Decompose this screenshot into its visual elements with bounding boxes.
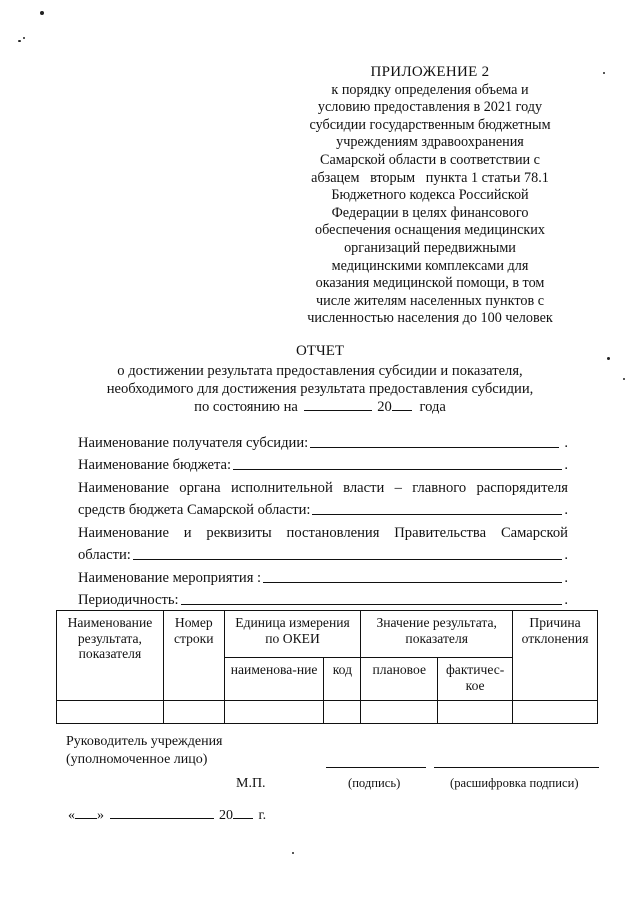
field-label: Периодичность: xyxy=(78,592,179,608)
word: Наименование xyxy=(78,479,169,496)
field-label: средств бюджета Самарской области: xyxy=(78,502,311,518)
header-unit-name: наименова-ние xyxy=(224,658,324,701)
header-unit-code: код xyxy=(324,658,361,701)
appendix-line: числе жителям населенных пунктов с xyxy=(316,292,544,309)
year-blank[interactable] xyxy=(392,398,412,411)
signatory-line: Руководитель учреждения xyxy=(66,734,223,749)
word: власти xyxy=(343,479,385,496)
date-year-suffix: г. xyxy=(258,808,267,823)
scan-speck xyxy=(623,378,625,380)
word: распорядителя xyxy=(476,479,568,496)
header-row-number: Номер строки xyxy=(163,611,224,701)
appendix-header xyxy=(295,64,565,328)
appendix-line: медицинскими комплексами для xyxy=(331,257,529,274)
field-end-dot: . xyxy=(564,547,568,563)
report-title: ОТЧЕТ xyxy=(295,343,345,359)
appendix-line: учреждениям здравоохранения xyxy=(336,134,524,151)
resolution-blank[interactable] xyxy=(133,559,563,560)
stamp-label: М.П. xyxy=(236,776,266,791)
appendix-line: организаций передвижными xyxy=(344,239,516,256)
table-cell[interactable] xyxy=(163,701,224,724)
report-line: о достижении результата предоставления субсидии и показателя, xyxy=(117,363,523,379)
header-planned: плановое xyxy=(361,658,438,701)
table-cell[interactable] xyxy=(324,701,361,724)
signatory-line: (уполномоченное лицо) xyxy=(66,752,208,767)
table-cell[interactable] xyxy=(513,701,598,724)
report-subtitle xyxy=(60,362,580,416)
appendix-line: численностью населения до 100 человек xyxy=(307,310,553,327)
report-date-prefix: по состоянию на xyxy=(194,399,298,415)
report-line: необходимого для достижения результата предоставления субсидии, xyxy=(106,381,534,397)
header-value: Значение результата, показателя xyxy=(361,611,513,658)
report-table xyxy=(56,610,598,724)
field-recipient xyxy=(78,429,568,452)
word: Наименование xyxy=(78,524,169,541)
appendix-line: к порядку определения объема и xyxy=(331,81,529,98)
report-fields xyxy=(78,429,568,609)
table-cell[interactable] xyxy=(438,701,513,724)
authority-blank[interactable] xyxy=(312,514,562,515)
day-blank[interactable] xyxy=(75,806,97,819)
appendix-line: условию предоставления в 2021 году xyxy=(317,99,543,116)
date-quote-close: » xyxy=(97,808,104,823)
date-line xyxy=(68,806,266,824)
signature-label: (подпись) xyxy=(348,776,401,790)
date-year-prefix: 20 xyxy=(219,808,233,823)
appendix-line: Федерации в целях финансового xyxy=(331,204,529,221)
scan-speck xyxy=(18,40,21,42)
scan-speck xyxy=(40,11,44,15)
word: исполнительной xyxy=(230,479,333,496)
report-year-suffix: года xyxy=(419,399,446,415)
date-blank[interactable] xyxy=(304,398,372,411)
word: Самарской xyxy=(500,524,568,541)
table-header-row xyxy=(57,611,598,658)
date-year-blank[interactable] xyxy=(233,806,253,819)
event-blank[interactable] xyxy=(263,582,562,583)
word: главного xyxy=(412,479,467,496)
signature-decode-blank[interactable] xyxy=(434,767,599,768)
scan-speck xyxy=(603,72,605,74)
table-cell[interactable] xyxy=(57,701,164,724)
word: постановления xyxy=(286,524,380,541)
field-end-dot: . xyxy=(564,592,568,608)
appendix-line: абзацем вторым пункта 1 статьи 78.1 xyxy=(311,169,549,186)
field-end-dot: . xyxy=(564,502,568,518)
header-unit: Единица измерения по ОКЕИ xyxy=(224,611,361,658)
header-reason: Причина отклонения xyxy=(513,611,598,701)
report-year-prefix: 20 xyxy=(377,399,392,415)
appendix-line: Самарской области в соответствии с xyxy=(320,151,540,168)
table-cell[interactable] xyxy=(361,701,438,724)
scan-speck xyxy=(292,852,294,854)
justified-line xyxy=(78,525,568,542)
field-end-dot: . xyxy=(560,434,568,451)
field-label: Наименование получателя субсидии: xyxy=(78,434,309,451)
signature-blank[interactable] xyxy=(326,767,426,768)
report-date-line xyxy=(60,398,580,416)
appendix-title: ПРИЛОЖЕНИЕ 2 xyxy=(370,64,490,80)
word: Правительства xyxy=(394,524,487,541)
month-blank[interactable] xyxy=(110,806,214,819)
field-label: Наименование мероприятия : xyxy=(78,569,262,586)
scan-speck xyxy=(23,37,25,39)
appendix-line: оказания медицинской помощи, в том xyxy=(315,275,545,292)
recipient-blank[interactable] xyxy=(310,447,559,448)
justified-line xyxy=(78,480,568,497)
field-label: области: xyxy=(78,547,131,563)
budget-blank[interactable] xyxy=(233,469,562,470)
word: – xyxy=(394,479,402,496)
field-budget xyxy=(78,452,568,475)
signatory-title xyxy=(66,733,223,769)
field-label: Наименование бюджета: xyxy=(78,457,232,473)
date-quote-open: « xyxy=(68,808,75,823)
field-authority xyxy=(78,474,568,497)
field-authority-cont xyxy=(78,497,568,520)
field-end-dot: . xyxy=(564,569,568,586)
field-resolution xyxy=(78,519,568,542)
field-event xyxy=(78,564,568,587)
table-row xyxy=(57,701,598,724)
word: органа xyxy=(179,479,221,496)
field-periodicity xyxy=(78,587,568,610)
table-cell[interactable] xyxy=(224,701,324,724)
periodicity-blank[interactable] xyxy=(181,604,563,605)
field-end-dot: . xyxy=(564,457,568,473)
word: реквизиты xyxy=(206,524,272,541)
appendix-line: Бюджетного кодекса Российской xyxy=(331,187,529,204)
word: и xyxy=(183,524,192,541)
appendix-line: субсидии государственным бюджетным xyxy=(309,116,551,133)
header-result-name: Наименование результата, показателя xyxy=(57,611,164,701)
field-resolution-cont xyxy=(78,542,568,565)
header-actual: фактичес-кое xyxy=(438,658,513,701)
signature-decode-label: (расшифровка подписи) xyxy=(450,776,579,790)
appendix-line: обеспечения оснащения медицинских xyxy=(315,222,545,239)
